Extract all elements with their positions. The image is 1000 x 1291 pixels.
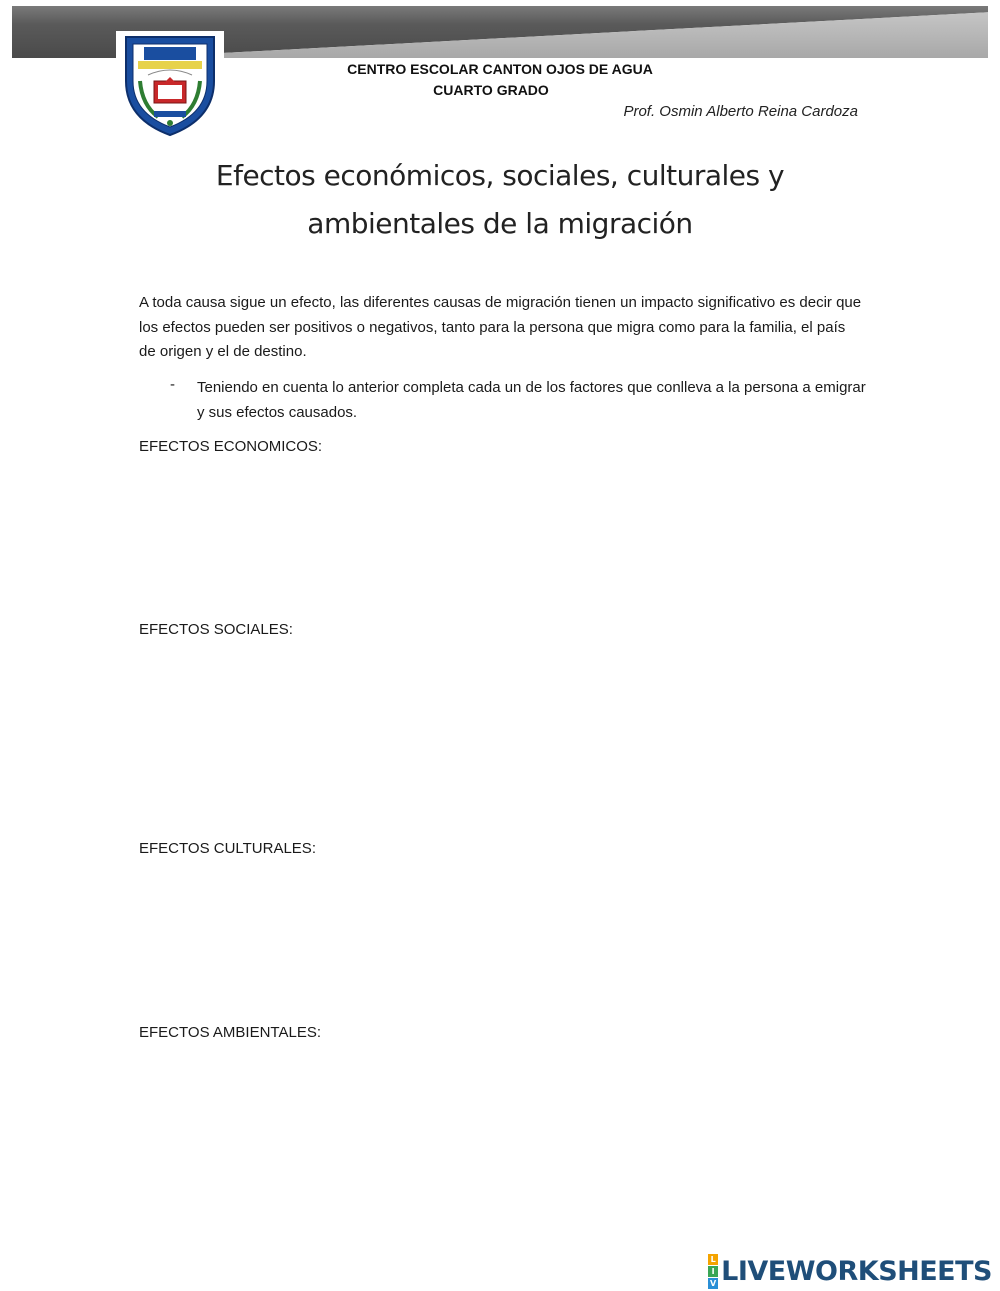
page-title-line-1: Efectos económicos, sociales, culturales y [215,159,785,192]
answer-area-economic[interactable] [139,466,864,606]
instruction-text: Teniendo en cuenta lo anterior completa cada un de los factores que conlleva a la persona a emigrar y sus efectos causados. [197,379,866,421]
section-label-environmental: EFECTOS AMBIENTALES: [139,1024,321,1041]
answer-area-environmental[interactable] [139,1052,864,1222]
page-title-line-2: ambientales de la migración [307,207,693,240]
liveworksheets-brand: LIVEWORKSHEETS [721,1256,992,1287]
page-title [150,152,850,248]
block-letter-v: V [710,1279,717,1288]
section-label-cultural: EFECTOS CULTURALES: [139,840,316,857]
liveworksheets-logo[interactable] [708,1254,992,1289]
grade-label: CUARTO GRADO [433,82,549,98]
teacher-name: Prof. Osmin Alberto Reina Cardoza [623,103,858,120]
intro-paragraph: A toda causa sigue un efecto, las diferentes causas de migración tienen un impacto significativo es decir que los efectos pueden ser positivos o negativos, tanto para la persona que migra como para la familia, el país de origen y el de destino. [139,294,862,360]
school-name: CENTRO ESCOLAR CANTON OJOS DE AGUA [347,61,653,77]
answer-area-cultural[interactable] [139,868,864,1008]
block-letter-i: I [708,1266,718,1277]
liveworksheets-blocks-icon [708,1254,718,1289]
answer-area-social[interactable] [139,650,864,820]
section-label-social: EFECTOS SOCIALES: [139,621,293,638]
block-letter-l: L [708,1254,718,1265]
bullet-dash: - [170,376,175,393]
section-label-economic: EFECTOS ECONOMICOS: [139,438,323,455]
